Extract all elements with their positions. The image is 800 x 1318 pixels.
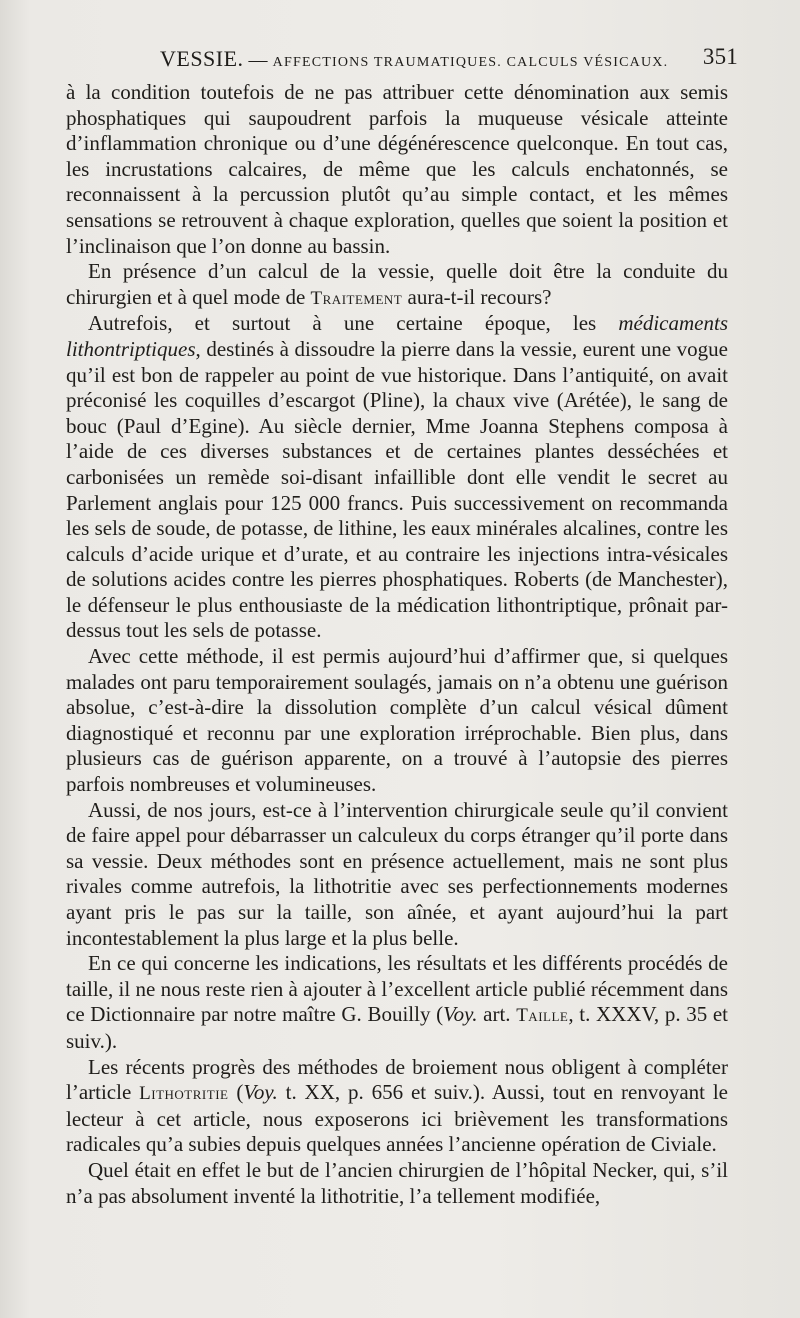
paragraph-4-text: Avec cette méthode, il est permis aujourd’hui d’affirmer que, si quelques malades ont paru temporairement soulagés, jamais on n’a obtenu une guérison absolue, c’est-à-dire la dissolution complète d’un calcul vésical dûment diagnostiqué et reconnu par une exploration irréprochable. Bien plus, dans plusieurs cas de guérison apparente, on a trouvé à l’autopsie des pierres parfois nombreuses et volumineuses. — [66, 644, 728, 797]
paragraph-6-text-b: art. — [477, 1002, 517, 1027]
page-body — [66, 80, 728, 1209]
paragraph-4 — [66, 644, 728, 798]
paragraph-3-text-a: Autrefois, et surtout à une certaine époque, les — [88, 311, 619, 336]
paragraph-1 — [66, 80, 728, 259]
voy-italic-2: Voy. — [243, 1080, 278, 1105]
paragraph-8 — [66, 1158, 728, 1209]
paragraph-5 — [66, 798, 728, 952]
paragraph-1-text: à la condition toutefois de ne pas attribuer cette dénomination aux semis phosphatiques qui saupoudrent parfois la muqueuse vésicale atteinte d’inflammation chronique ou d’une dégénérescence quelconque. En tout cas, les incrustations calcaires, de même que les calculs enchatonnés, se reconnaissent à la percussion plutôt qu’au simple contact, et les mêmes sensations se retrouvent à chaque exploration, quelles que soient la position et l’inclinaison que l’on donne au bassin. — [66, 80, 728, 258]
paragraph-2 — [66, 259, 728, 311]
voy-italic: Voy. — [443, 1002, 478, 1027]
header-title: VESSIE. — [160, 46, 244, 71]
paragraph-7-text-b: ( — [228, 1080, 244, 1105]
page-number: 351 — [702, 44, 738, 69]
running-header — [160, 46, 738, 72]
paragraph-8-text: Quel était en effet le but de l’ancien chirurgien de l’hôpital Necker, qui, s’il n’a pas absolument inventé la lithotritie, l’a tellement modifiée, — [66, 1157, 728, 1208]
taille-smallcaps: Taille — [516, 1005, 569, 1027]
paragraph-2-text-b: aura-t-il recours? — [402, 284, 552, 309]
paragraph-6-text-c: , t. XXXV, p. 35 et suiv.). — [66, 1002, 728, 1053]
lithotritie-smallcaps: Lithotritie — [139, 1083, 229, 1105]
paragraph-7-text-c: t. XX, p. 656 et suiv.). Aussi, tout en renvoyant le lecteur à cet article, nous exposerons ici brièvement les transformations radicales qu’a subies depuis quelques années l’ancienne opération de Civiale. — [66, 1080, 728, 1157]
header-dash: — — [248, 50, 268, 71]
paragraph-3-text-b: , destinés à dissoudre la pierre dans la vessie, eurent une vogue qu’il est bon de rappeler au point de vue historique. Dans l’antiquité, on avait préconisé les coquilles d’escargot (Pline), la chaux vive (Arétée), le sang de bouc (Paul d’Egine). Au siècle dernier, Mme Joanna Stephens composa à l’aide de ces diverses substances et de certaines plantes desséchées et carbonisées un remède soi-disant infaillible dont elle vendit le secret au Parlement anglais pour 125 000 francs. Puis successivement on recommanda les sels de soude, de potasse, de lithine, les eaux minérales alcalines, contre les calculs d’acide urique et d’urate, et au contraire les injections intra-vésicales de solutions acides contre les pierres phosphatiques. Roberts (de Manchester), le défenseur le plus enthousiaste de la médication lithontriptique, prônait par-dessus tout les sels de potasse. — [66, 336, 728, 643]
paragraph-6-text-a: En ce qui concerne les indications, les résultats et les différents procédés de taille, il ne nous reste rien à ajouter à l’excellent article publié récemment dans ce Dictionnaire par notre maître G. Bouilly ( — [66, 951, 728, 1027]
header-subtitle: AFFECTIONS TRAUMATIQUES. CALCULS VÉSICAUX. — [272, 55, 669, 70]
paragraph-6 — [66, 951, 728, 1054]
traitement-smallcaps: Traitement — [310, 287, 403, 309]
paragraph-5-text: Aussi, de nos jours, est-ce à l’intervention chirurgicale seule qu’il convient de faire appel pour débarrasser un calculeux du corps étranger qu’il porte dans sa vessie. Deux méthodes sont en présence actuellement, mais ne sont plus rivales comme autrefois, la lithotritie avec ses perfectionnements modernes ayant pris le pas sur la taille, son aînée, et ayant aujourd’hui la part incontestablement la plus large et la plus belle. — [66, 797, 728, 950]
paragraph-2-text-a: En présence d’un calcul de la vessie, quelle doit être la conduite du chirurgien et à quel mode de — [66, 259, 728, 309]
paragraph-7-text-a: Les récents progrès des méthodes de broiement nous obligent à compléter l’article — [66, 1054, 728, 1105]
paragraph-7 — [66, 1055, 728, 1158]
paragraph-3 — [66, 311, 728, 644]
lithontriptiques-italic: médicaments lithontriptiques — [66, 311, 728, 361]
